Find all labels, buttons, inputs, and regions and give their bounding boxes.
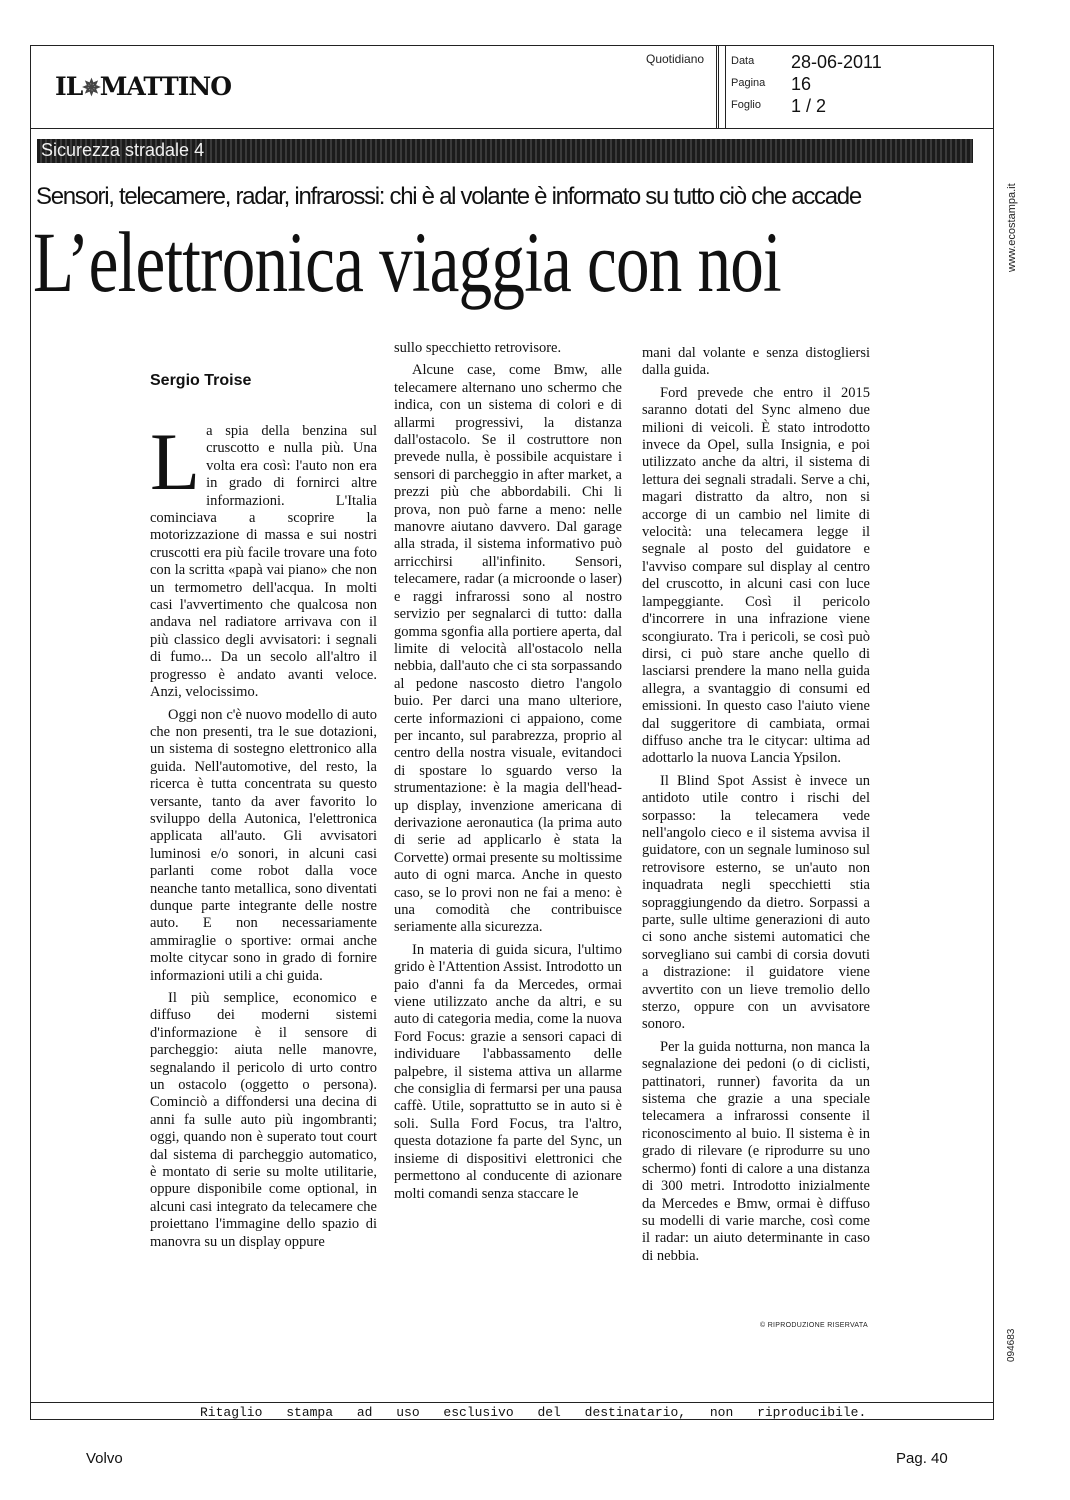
copyright-notice: © RIPRODUZIONE RISERVATA xyxy=(760,1322,868,1329)
paragraph: Oggi non c'è nuovo modello di auto che non presenti, tra le sue dotazioni, un sistema di sostegno elettronico alla guida. Nell'automotive, del resto, la ricerca è tutta concentrata su questo versante, tanto da aver favorito lo sviluppo della Autonica, l'elettronica applicata all'auto. Gli avvisatori luminosi e/o sonori, in alcuni casi parlanti come robot dalla voce neanche tanto metallica, sono diventati dunque parte integrante delle nostre auto. E non necessariamente ammiraglie o sportive: ormai anche molte citycar sono in grado di fornire informazioni utili a chi guida. xyxy=(150,706,377,984)
article-column-1 xyxy=(150,416,377,1251)
paragraph: Alcune case, come Bmw, alle telecamere alternano uno schermo che indica, con un sistema di colori e di allarmi progressivi, la distanza dall'ostacolo. Se il costruttore non prevede nulla, è possibile acquistare i sensori di parcheggio in after market, a prezzi più che abbordabili. Chi li prova, non può farne a meno: nelle manovre aiutano davvero. Dal garage alla strada, il sistema informativo può arricchirsi all'infinito. Sensori, telecamere, radar (a microonde o laser) e raggi infrarossi sono al nostro servizio per segnalarci di tutto: dalla gomma sgonfia alla portiere aperta, dal limite di velocità all'ostacolo nella nebbia, dall'auto che ci sta sorpassando al pedone nascosto dietro l'angolo buio. Per darci una mano ulteriore, certe informazioni ci appaiono, come per incanto, sul parabrezza, proprio al centro della nostra visuale, evitandoci di spostare lo sguardo verso la strumentazione: è la magia dell'head-up display, invenzione americana di derivazione aeronautica (la prima auto di serie ad applicarlo è stata la Corvette) ormai presente su moltissime auto di ogni marca. Anche in questo caso, se lo provi non ne fai a meno: è una comodità che contribuisce seriamente alla sicurezza. xyxy=(394,362,622,936)
paragraph xyxy=(150,416,377,702)
source-url-text: www.ecostampa.it xyxy=(1006,183,1018,272)
footer-divider xyxy=(30,1402,994,1403)
paragraph-text: a spia della benzina sul cruscotto e nulla più. Una volta era così: l'auto non era in grado di fornirci altre informazioni. L'Italia cominciava a scoprire la motorizzazione di massa e sui nostri cruscotti era più facile trovare una foto con la scritta «papà vai piano» che non un termometro dell'acqua. In molti casi l'avvertimento che qualcosa non andava nel radiatore arrivava con il più classico degli avvisatori: i segnali di fumo... Da un secolo all'altro il progresso è andato avanti veloce. Anzi, velocissimo. xyxy=(150,423,377,701)
drop-cap: L xyxy=(150,416,201,507)
author-byline: Sergio Troise xyxy=(150,372,252,389)
paragraph: In materia di guida sicura, l'ultimo grido è l'Attention Assist. Introdotto un paio d'anni fa da Mercedes, ormai viene utilizzato anche da altri, e su auto di categoria media, come la nuova Ford Focus: grazie a sensori capaci di individuare l'abbassamento delle palpebre, il sistema attiva un allarme che consiglia di fermarsi per una pausa caffè. Utile, soprattutto se in auto si è soli. Sulla Ford Focus, tra l'altro, questa dotazione fa parte del Sync, un insieme di dispositivi elettronici che permettono al conducente di azionare molti comandi senza staccare le xyxy=(394,941,622,1202)
article-column-3 xyxy=(642,345,870,1265)
section-banner xyxy=(37,139,973,163)
article-column-2 xyxy=(394,340,622,1203)
publication-type: Quotidiano xyxy=(646,52,705,66)
usage-notice: Ritaglio stampa ad uso esclusivo del destinatario, non riproducibile. xyxy=(200,1405,867,1420)
header-divider xyxy=(30,128,994,129)
meta-label: Pagina xyxy=(731,77,766,89)
source-url-vertical xyxy=(1006,112,1020,272)
article-subtitle: Sensori, telecamere, radar, infrarossi: chi è al volante è informato su tutto ciò che accade xyxy=(36,183,861,210)
meta-label: Data xyxy=(731,55,755,67)
logo-text-left: IL xyxy=(55,72,83,101)
meta-value: 28-06-2011 xyxy=(791,52,882,72)
paragraph: Il più semplice, economico e diffuso dei moderni sistemi d'informazione è il sensore di parcheggio: aiuta nelle manovre, segnalando il pericolo di urto contro un ostacolo (oggetto o persona). Cominciò a diffondersi una decina di anni fa sulle auto più ingombranti; oggi, quando non è superato tout court dal sistema di parcheggio automatico, è montato di serie su molte utilitarie, oppure disponibile come optional, in alcuni casi integrato da telecamere che proiettano l'immagine dello spazio di manovra su un display oppure xyxy=(150,990,377,1250)
page-number: Pag. 40 xyxy=(896,1450,948,1467)
paragraph: Il Blind Spot Assist è invece un antidoto utile contro i rischi del sorpasso: la telecamera vede nell'angolo cieco e il sistema avvisa il guidatore, con un segnale luminoso sul retrovisore esterno, se un'auto non inquadrata negli specchietti stia sopraggiungendo da dietro. Sorpassi a parte, sulle ultime generazioni di auto ci sono anche sistemi automatici che sorvegliano sui cambi di corsia dovuti a distrazione: il guidatore viene avvertito con un lieve tremolio dello sterzo, oppure con un avvisatore sonoro. xyxy=(642,772,870,1033)
newspaper-logo xyxy=(55,72,231,101)
section-title: Sicurezza stradale 4 xyxy=(41,140,205,160)
paragraph: sullo specchietto retrovisore. xyxy=(394,340,562,356)
client-name: Volvo xyxy=(86,1450,123,1467)
meta-value: 1 / 2 xyxy=(791,96,827,116)
meta-value: 16 xyxy=(791,74,812,94)
logo-text-right: MATTINO xyxy=(99,72,232,101)
article-headline: L’elettronica viaggia con noi xyxy=(33,214,781,310)
paragraph: Per la guida notturna, non manca la segnalazione dei pedoni (o di ciclisti, pattinatori, runner) favorita da un sistema che grazie a una speciale telecamera a infrarossi consente il riconoscimento al buio. Il sistema è in grado di rilevare (e riprodurre su uno schermo) fonti di calore a una distanza di 300 metri. Introdotto inizialmente da Mercedes e Bmw, ormai è diffuso su modelli di varie marche, così come il radar: un aiuto determinante in caso di nebbia. xyxy=(642,1038,870,1264)
meta-label: Foglio xyxy=(731,99,761,111)
paragraph: Ford prevede che entro il 2015 saranno dotati del Sync almeno due milioni di veicoli. È stato introdotto invece da Opel, sulla Insignia, e poi utilizzato anche da altri, il sistema di lettura dei segnali stradali. Serve a chi, magari distratto da altro, non si accorge di un cambio nel limite di velocità: una telecamera legge il segnale al posto del guidatore e l'avviso compare sul display al centro del cruscotto, in alcuni casi con luce lampeggiante. Così il pericolo d'incorrere in una infrazione viene scongiurato. Tra i pericoli, se così può dirsi, ci può stare anche quello di lasciarsi prendere la mano nella guida allegra, a svantaggio di consumi ed emissioni. In questo caso l'aiuto viene dal suggeritore di cambiata, ormai diffuso anche tra le citycar: ultima ad adottarlo la nuova Lancia Ypsilon. xyxy=(642,384,870,767)
clipping-code-text: 094683 xyxy=(1006,1328,1017,1362)
paragraph: mani dal volante e senza distogliersi dalla guida. xyxy=(642,345,870,379)
logo-emblem-icon: ✵ xyxy=(82,75,100,101)
